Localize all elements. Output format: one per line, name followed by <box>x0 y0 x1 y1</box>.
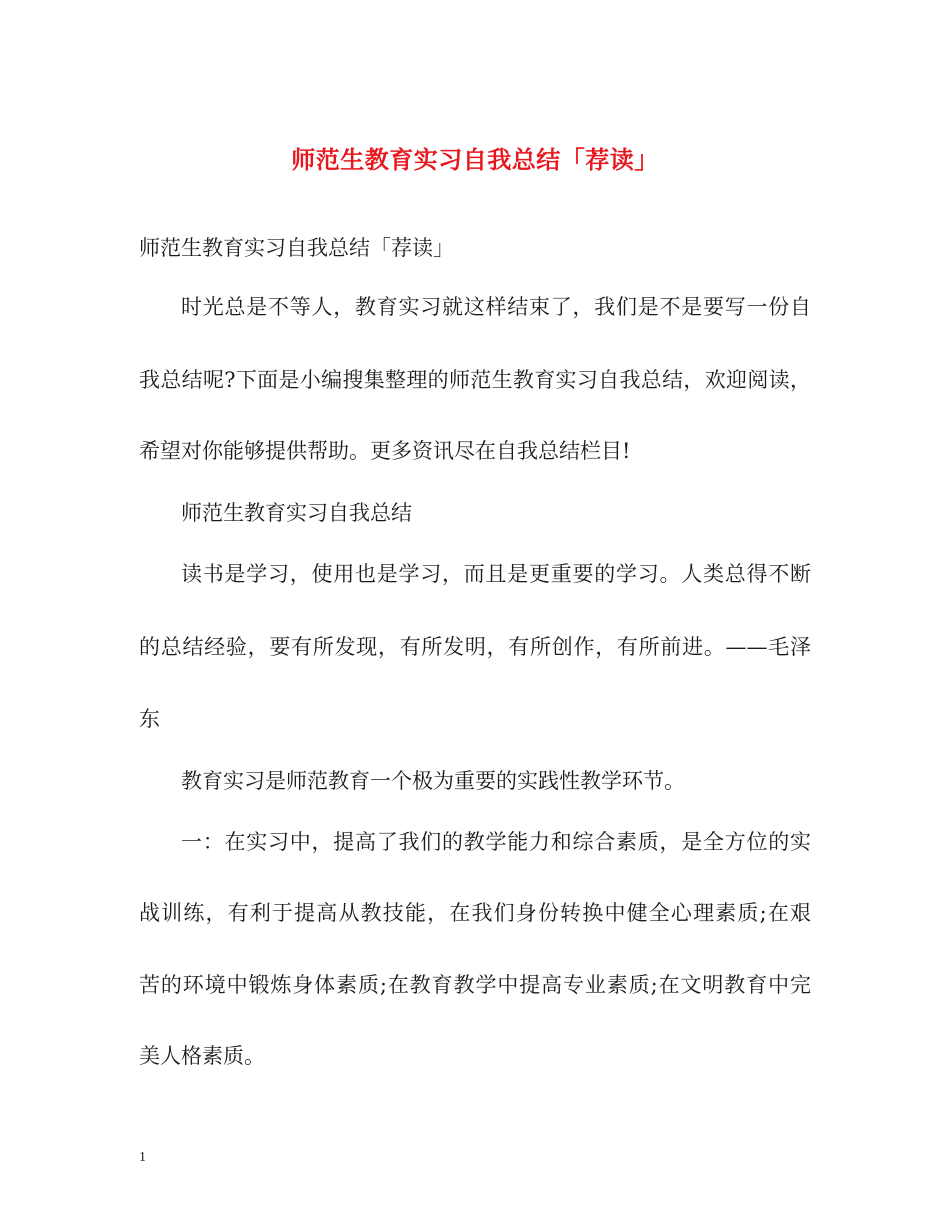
quote-line: 东 <box>139 707 160 731</box>
quote-line: 读书是学习，使用也是学习，而且是更重要的学习。人类总得不断 <box>181 562 811 586</box>
paragraph-line: 美人格素质。 <box>139 1044 265 1068</box>
section-heading: 师范生教育实习自我总结 <box>181 501 412 525</box>
document-subtitle: 师范生教育实习自我总结「荐读」 <box>139 236 454 260</box>
paragraph-line: 教育实习是师范教育一个极为重要的实践性教学环节。 <box>181 769 685 793</box>
document-title: 师范生教育实习自我总结「荐读」 <box>291 145 659 174</box>
paragraph-line: 希望对你能够提供帮助。更多资讯尽在自我总结栏目! <box>139 439 631 463</box>
paragraph-line: 我总结呢?下面是小编搜集整理的师范生教育实习自我总结，欢迎阅读， <box>139 368 811 392</box>
paragraph-line: 苦的环境中锻炼身体素质;在教育教学中提高专业素质;在文明教育中完 <box>139 973 811 997</box>
quote-line: 的总结经验，要有所发现，有所发明，有所创作，有所前进。——毛泽 <box>139 635 811 659</box>
paragraph-line: 时光总是不等人，教育实习就这样结束了，我们是不是要写一份自 <box>181 295 811 319</box>
page-number: 1 <box>139 1150 146 1165</box>
paragraph-line: 一：在实习中，提高了我们的教学能力和综合素质，是全方位的实 <box>181 830 811 854</box>
paragraph-line: 战训练，有利于提高从教技能，在我们身份转换中健全心理素质;在艰 <box>139 901 811 925</box>
